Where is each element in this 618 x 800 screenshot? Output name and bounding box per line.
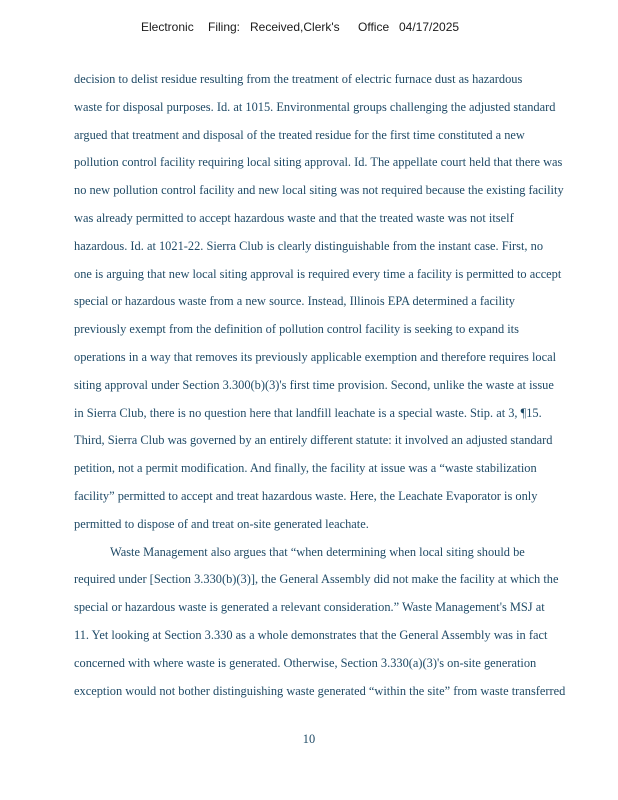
body-line: concerned with where waste is generated. Otherwise, Section 3.330(a)(3)'s on-site generation	[74, 655, 537, 670]
body-line: 11. Yet looking at Section 3.330 as a whole demonstrates that the General Assembly was in fact	[74, 627, 548, 642]
body-line: petition, not a permit modification. And finally, the facility at issue was a “waste stabilization	[74, 461, 537, 476]
header-date: 04/17/2025	[399, 20, 460, 34]
body-line: one is arguing that new local siting approval is required every time a facility is permitted to accept	[74, 266, 562, 281]
body-line: pollution control facility requiring local siting approval. Id. The appellate court held that there was	[74, 155, 563, 170]
body-line: previously exempt from the definition of pollution control facility is seeking to expand its	[74, 322, 519, 337]
body-line: siting approval under Section 3.300(b)(3)'s first time provision. Second, unlike the waste at issue	[74, 377, 554, 392]
header-received: Received,Clerk's	[250, 20, 340, 34]
body-line: no new pollution control facility and new local siting was not required because the existing facility	[74, 183, 564, 198]
body-line: argued that treatment and disposal of the treated residue for the first time constituted a new	[74, 127, 525, 142]
body-line: facility” permitted to accept and treat hazardous waste. Here, the Leachate Evaporator is only	[74, 488, 538, 503]
body-line: decision to delist residue resulting from the treatment of electric furnace dust as hazardous	[74, 72, 523, 86]
body-line: operations in a way that removes its previously applicable exemption and therefore requires local	[74, 349, 557, 364]
body-line: was already permitted to accept hazardous waste and that the treated waste was not itself	[74, 210, 514, 225]
header-filing: Filing:	[208, 20, 241, 34]
body-line: required under [Section 3.330(b)(3)], the General Assembly did not make the facility at which the	[74, 572, 559, 587]
body-line: permitted to dispose of and treat on-site generated leachate.	[74, 516, 369, 531]
body-line: Third, Sierra Club was governed by an entirely different statute: it involved an adjusted standard	[74, 433, 553, 448]
header-office: Office	[358, 20, 390, 34]
body-line: exception would not bother distinguishing waste generated “within the site” from waste transferred	[74, 683, 566, 698]
body-line: in Sierra Club, there is no question here that landfill leachate is a special waste. Stip. at 3, ¶15.	[74, 405, 542, 420]
header-electronic: Electronic	[141, 20, 194, 34]
document-body	[74, 66, 614, 705]
body-line: waste for disposal purposes. Id. at 1015. Environmental groups challenging the adjusted standard	[74, 99, 556, 114]
body-line: special or hazardous waste from a new source. Instead, Illinois EPA determined a facility	[74, 294, 515, 309]
page-number: 10	[302, 732, 316, 746]
body-line: Waste Management also argues that “when determining when local siting should be	[110, 544, 525, 559]
body-line: hazardous. Id. at 1021-22. Sierra Club is clearly distinguishable from the instant case. First, no	[74, 238, 544, 253]
body-line: special or hazardous waste is generated a relevant consideration.” Waste Management's MSJ at	[74, 600, 545, 615]
